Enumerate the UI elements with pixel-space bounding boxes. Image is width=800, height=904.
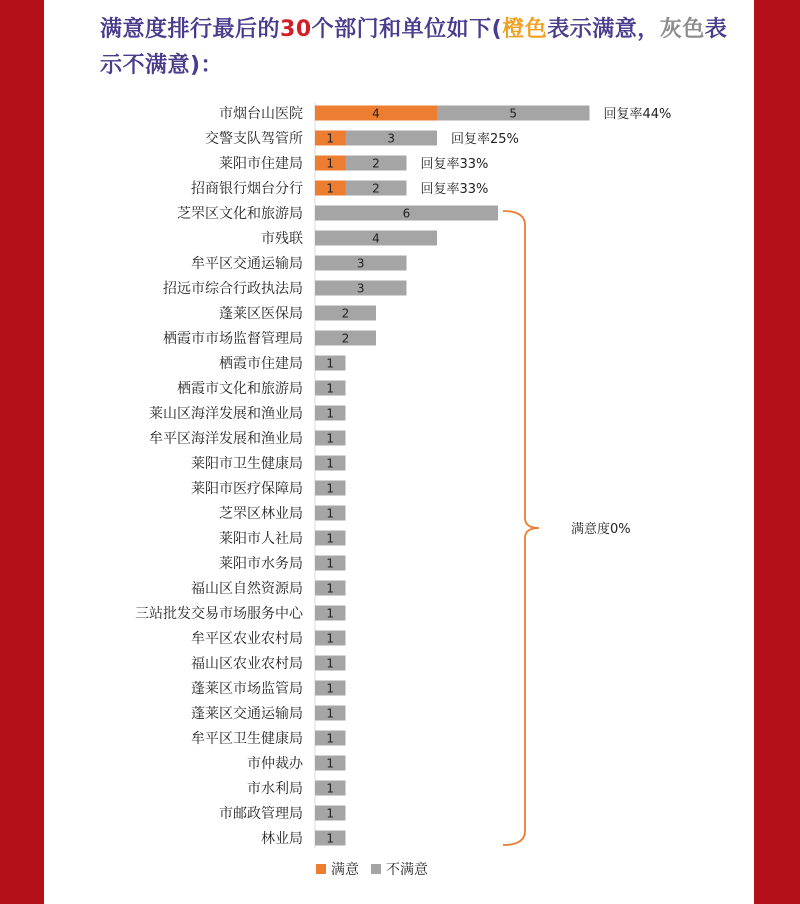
bar-value-label: 1	[326, 656, 335, 671]
category-label: 市水利局	[247, 781, 303, 797]
heading-part-3: 表示满意，	[547, 17, 660, 42]
bar-value-label: 5	[509, 106, 518, 121]
category-label: 林业局	[261, 831, 303, 847]
response-rate-annotation: 回复率44%	[603, 107, 672, 122]
bar-value-label: 1	[326, 556, 335, 571]
bar-value-label: 1	[326, 831, 335, 846]
category-label: 三站批发交易市场服务中心	[135, 606, 303, 622]
category-label: 栖霞市文化和旅游局	[177, 381, 303, 397]
bar-value-label: 3	[356, 281, 365, 296]
category-label: 蓬莱区市场监管局	[191, 681, 303, 697]
category-label: 芝罘区文化和旅游局	[177, 206, 303, 222]
legend-label-satisfied: 满意	[331, 862, 359, 878]
bar-value-label: 2	[341, 306, 350, 321]
bar-value-label: 3	[387, 131, 396, 146]
category-label: 福山区农业农村局	[191, 656, 303, 672]
category-label: 栖霞市住建局	[219, 356, 303, 372]
bar-value-label: 2	[341, 331, 350, 346]
category-label: 招远市综合行政执法局	[163, 281, 303, 297]
bar-value-label: 1	[326, 431, 335, 446]
bar-value-label: 6	[402, 206, 411, 221]
category-label: 市残联	[261, 231, 303, 247]
bar-value-label: 1	[326, 381, 335, 396]
legend-label-unsatisfied: 不满意	[386, 862, 428, 878]
bar-value-label: 1	[326, 131, 335, 146]
category-label: 市仲裁办	[247, 756, 303, 772]
bar-value-label: 1	[326, 481, 335, 496]
legend-swatch-satisfied	[316, 864, 326, 874]
bar-value-label: 1	[326, 506, 335, 521]
bar-value-label: 1	[326, 681, 335, 696]
category-label: 市邮政管理局	[219, 806, 303, 822]
category-label: 交警支队驾管所	[205, 131, 303, 147]
bar-value-label: 2	[372, 181, 380, 196]
category-label: 牟平区海洋发展和渔业局	[149, 431, 303, 447]
heading-part-2: 个部门和单位如下(	[311, 17, 503, 42]
bar-value-label: 1	[326, 156, 335, 171]
category-label: 福山区自然资源局	[191, 581, 303, 597]
bracket-annotation: 满意度0%	[571, 522, 631, 537]
category-label: 莱山区海洋发展和渔业局	[149, 406, 303, 422]
legend-swatch-unsatisfied	[371, 864, 381, 874]
bar-value-label: 1	[326, 356, 335, 371]
category-label: 芝罘区林业局	[219, 506, 303, 522]
curly-bracket	[503, 211, 539, 845]
category-label: 市烟台山医院	[219, 106, 303, 122]
bar-value-label: 4	[372, 231, 380, 246]
bar-value-label: 1	[326, 531, 335, 546]
category-label: 牟平区农业农村局	[191, 631, 303, 647]
category-label: 莱阳市医疗保障局	[191, 481, 303, 497]
bar-value-label: 1	[326, 581, 335, 596]
category-label: 招商银行烟台分行	[191, 181, 303, 197]
category-label: 牟平区交通运输局	[191, 256, 303, 272]
category-label: 莱阳市住建局	[219, 156, 303, 172]
category-label: 蓬莱区医保局	[219, 306, 303, 322]
heading-orange-word: 橙色	[502, 17, 548, 42]
category-label: 莱阳市卫生健康局	[191, 456, 303, 472]
response-rate-annotation: 回复率33%	[420, 182, 489, 197]
bar-value-label: 1	[326, 406, 335, 421]
category-label: 蓬莱区交通运输局	[191, 706, 303, 722]
bar-value-label: 2	[372, 156, 380, 171]
bar-value-label: 1	[326, 781, 335, 796]
bar-value-label: 4	[372, 106, 380, 121]
heading-gray-word: 灰色	[659, 17, 705, 42]
category-label: 栖霞市市场监督管理局	[163, 331, 303, 347]
category-label: 莱阳市人社局	[219, 531, 303, 547]
heading-part-4: 表示不满意)：	[100, 17, 728, 78]
heading-number: 30	[280, 17, 312, 42]
response-rate-annotation: 回复率25%	[451, 132, 519, 147]
category-label: 莱阳市水务局	[219, 556, 303, 572]
bar-value-label: 1	[326, 756, 335, 771]
bar-value-label: 1	[326, 181, 335, 196]
bar-value-label: 1	[326, 606, 335, 621]
bar-value-label: 1	[326, 706, 335, 721]
category-label: 牟平区卫生健康局	[191, 731, 303, 747]
response-rate-annotation: 回复率33%	[420, 157, 489, 172]
bar-value-label: 1	[326, 456, 335, 471]
heading-part-1: 满意度排行最后的	[100, 17, 281, 42]
bar-value-label: 1	[326, 631, 335, 646]
bar-value-label: 1	[326, 731, 335, 746]
bar-value-label: 1	[326, 806, 335, 821]
bar-value-label: 3	[356, 256, 365, 271]
